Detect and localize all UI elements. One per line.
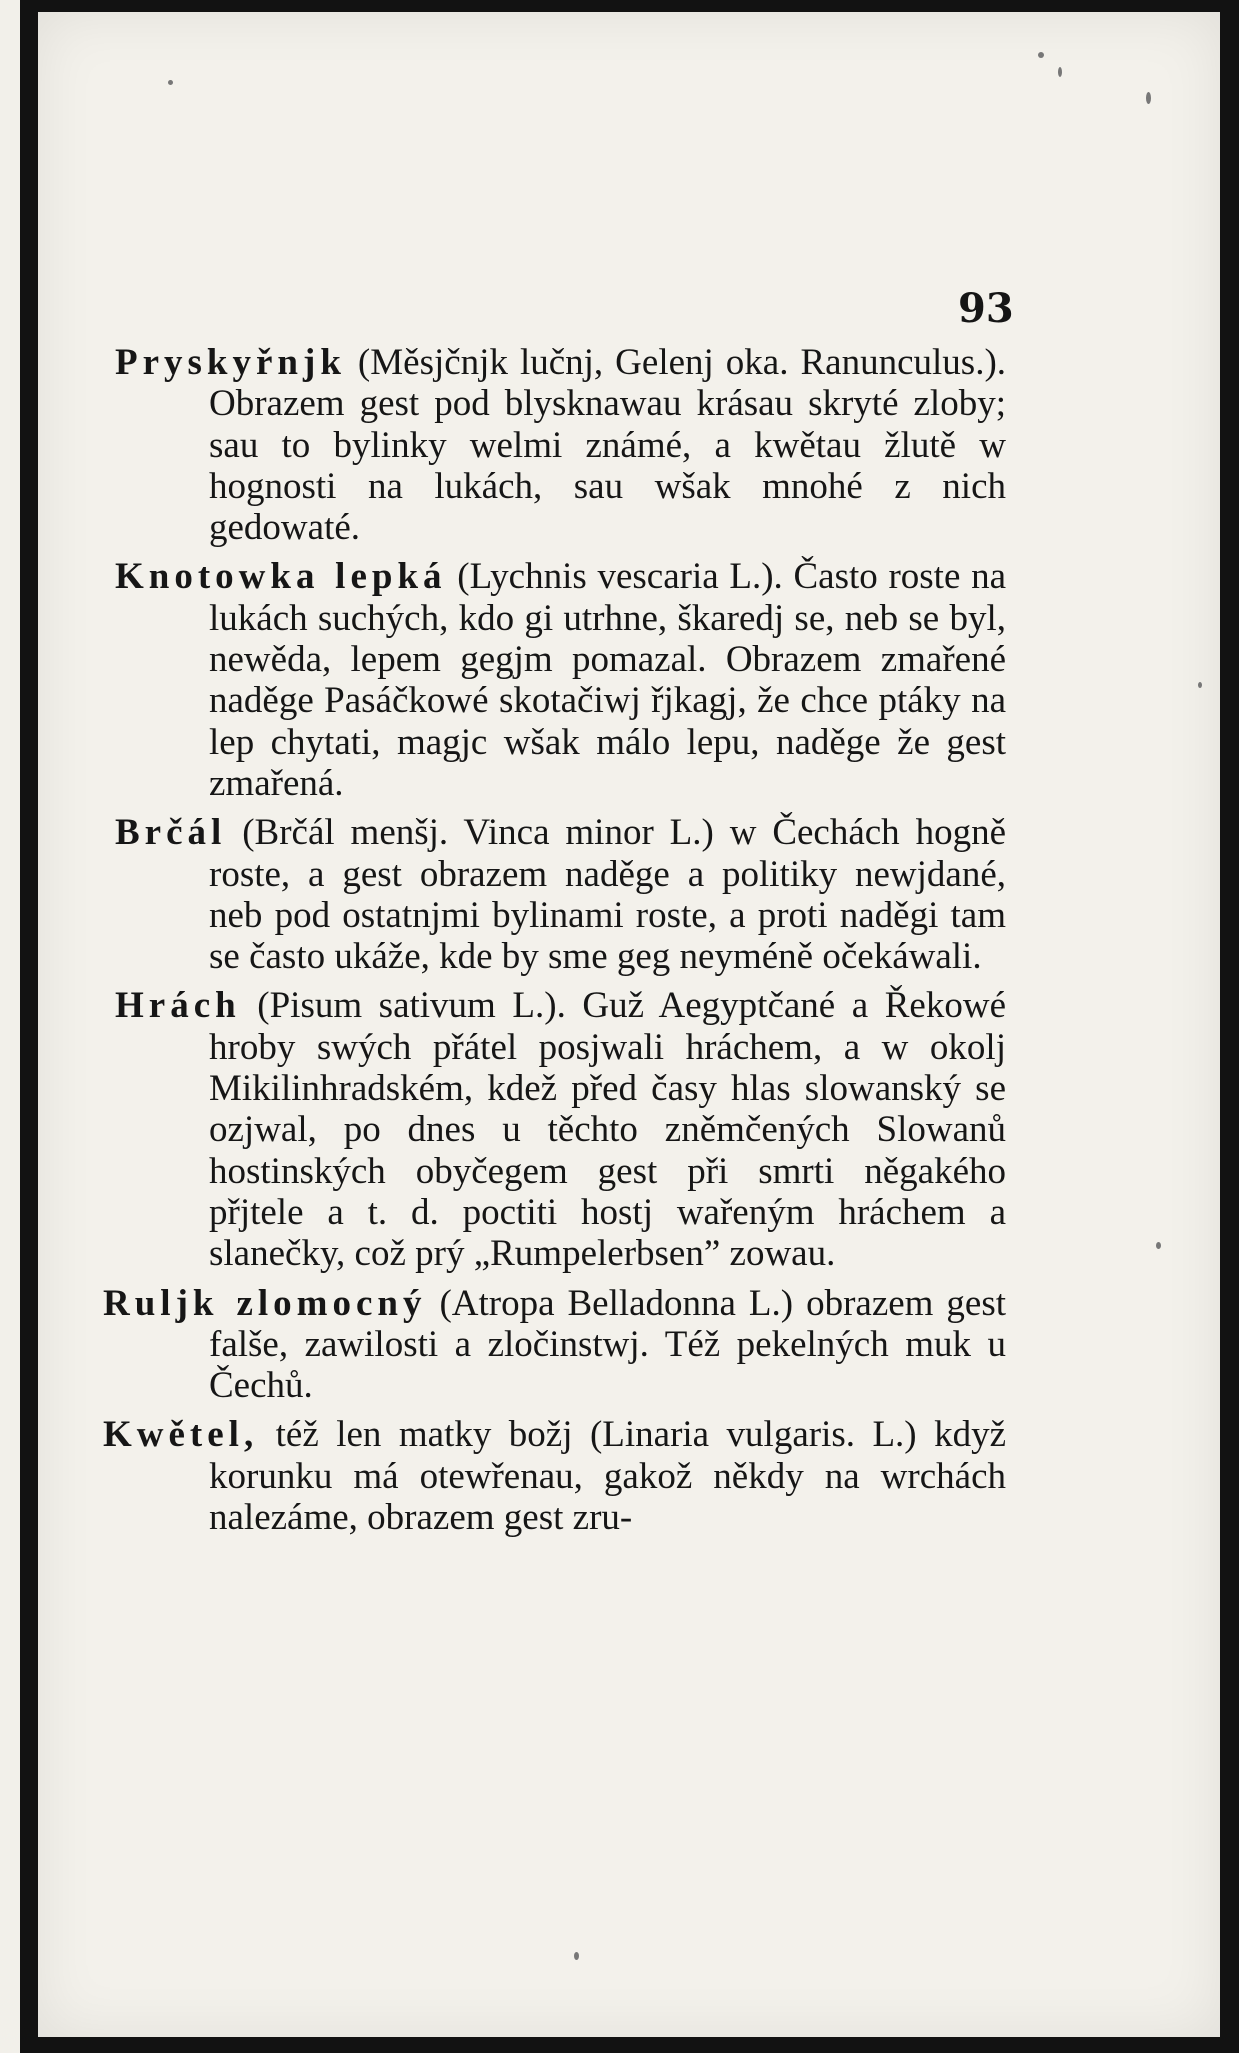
entry-pryskyrnik bbox=[103, 342, 1006, 548]
entry-headword: Hrách bbox=[115, 985, 241, 1027]
entry-knotovka bbox=[103, 556, 1006, 804]
entry-hrach bbox=[103, 985, 1006, 1274]
paper-speck bbox=[1198, 682, 1202, 688]
entry-headword: Brčál bbox=[115, 812, 227, 854]
paper-speck bbox=[1156, 1242, 1161, 1249]
paper-speck bbox=[1038, 52, 1044, 58]
page-number: 93 bbox=[958, 285, 1014, 332]
paper-speck bbox=[1146, 92, 1151, 104]
entry-body: též len matky božj (Linaria vulgaris. L.) když korunku má otewřenau, gakož někdy na wrchách nalezáme, obrazem gest zru- bbox=[209, 1414, 1006, 1539]
entry-brcal bbox=[103, 812, 1006, 977]
entry-body: (Lychnis vescaria L.). Často roste na lukách suchých, kdo gi utrhne, škaredj se, neb se byl, newěda, lepem gegjm pomazal. Obrazem zmařené naděge Pasáčkowé skotačiwj řjkagj, že chce ptáky na lep chytati, magjc wšak málo lepu, naděge že gest zmařená. bbox=[209, 556, 1007, 804]
entry-body: (Brčál menšj. Vinca minor L.) w Čechách hogně roste, a gest obrazem naděge a politiky newjdané, neb pod ostatnjmi bylinami roste, a proti naděgi tam se často ukáže, kde by sme geg neyméně očekáwali. bbox=[209, 812, 1006, 978]
paper-speck bbox=[168, 80, 173, 85]
paper-speck bbox=[574, 1952, 579, 1960]
entry-headword: Kwětel, bbox=[103, 1414, 259, 1456]
entry-body: (Atropa Belladonna L.) obrazem gest falše, zawilosti a zločinstwj. Též pekelných muk u Čechů. bbox=[209, 1282, 1007, 1407]
entry-rulik bbox=[103, 1283, 1006, 1407]
paper-speck bbox=[1058, 67, 1062, 77]
entry-body: (Měsjčnjk lučnj, Gelenj oka. Ranunculus.). Obrazem gest pod blysknawau krásau skryté zloby; sau to bylinky welmi známé, a kwětau žlutě w hognosti na lukách, sau wšak mnohé z nich gedowaté. bbox=[209, 342, 1007, 549]
entry-body: (Pisum sativum L.). Guž Aegyptčané a Řekowé hroby swých přátel posjwali hráchem, a w okolj Mikilinhradském, kdež před časy hlas slowanský se ozjwal, po dnes u těchto zněmčených Slowanů hostinských obyčegem gest při smrti něgakého přjtele a t. d. poctiti hostj wařeným hráchem a slanečky, což prý „Rumpelerbsen” zowau. bbox=[209, 985, 1006, 1275]
adjacent-page-edge bbox=[0, 0, 20, 2053]
entry-kwetel bbox=[103, 1414, 1006, 1538]
entry-headword: Knotowka lepká bbox=[115, 556, 447, 598]
entry-headword: Ruljk zlomocný bbox=[103, 1282, 427, 1324]
entry-headword: Pryskyřnjk bbox=[115, 342, 346, 383]
dictionary-text bbox=[103, 342, 1006, 1546]
